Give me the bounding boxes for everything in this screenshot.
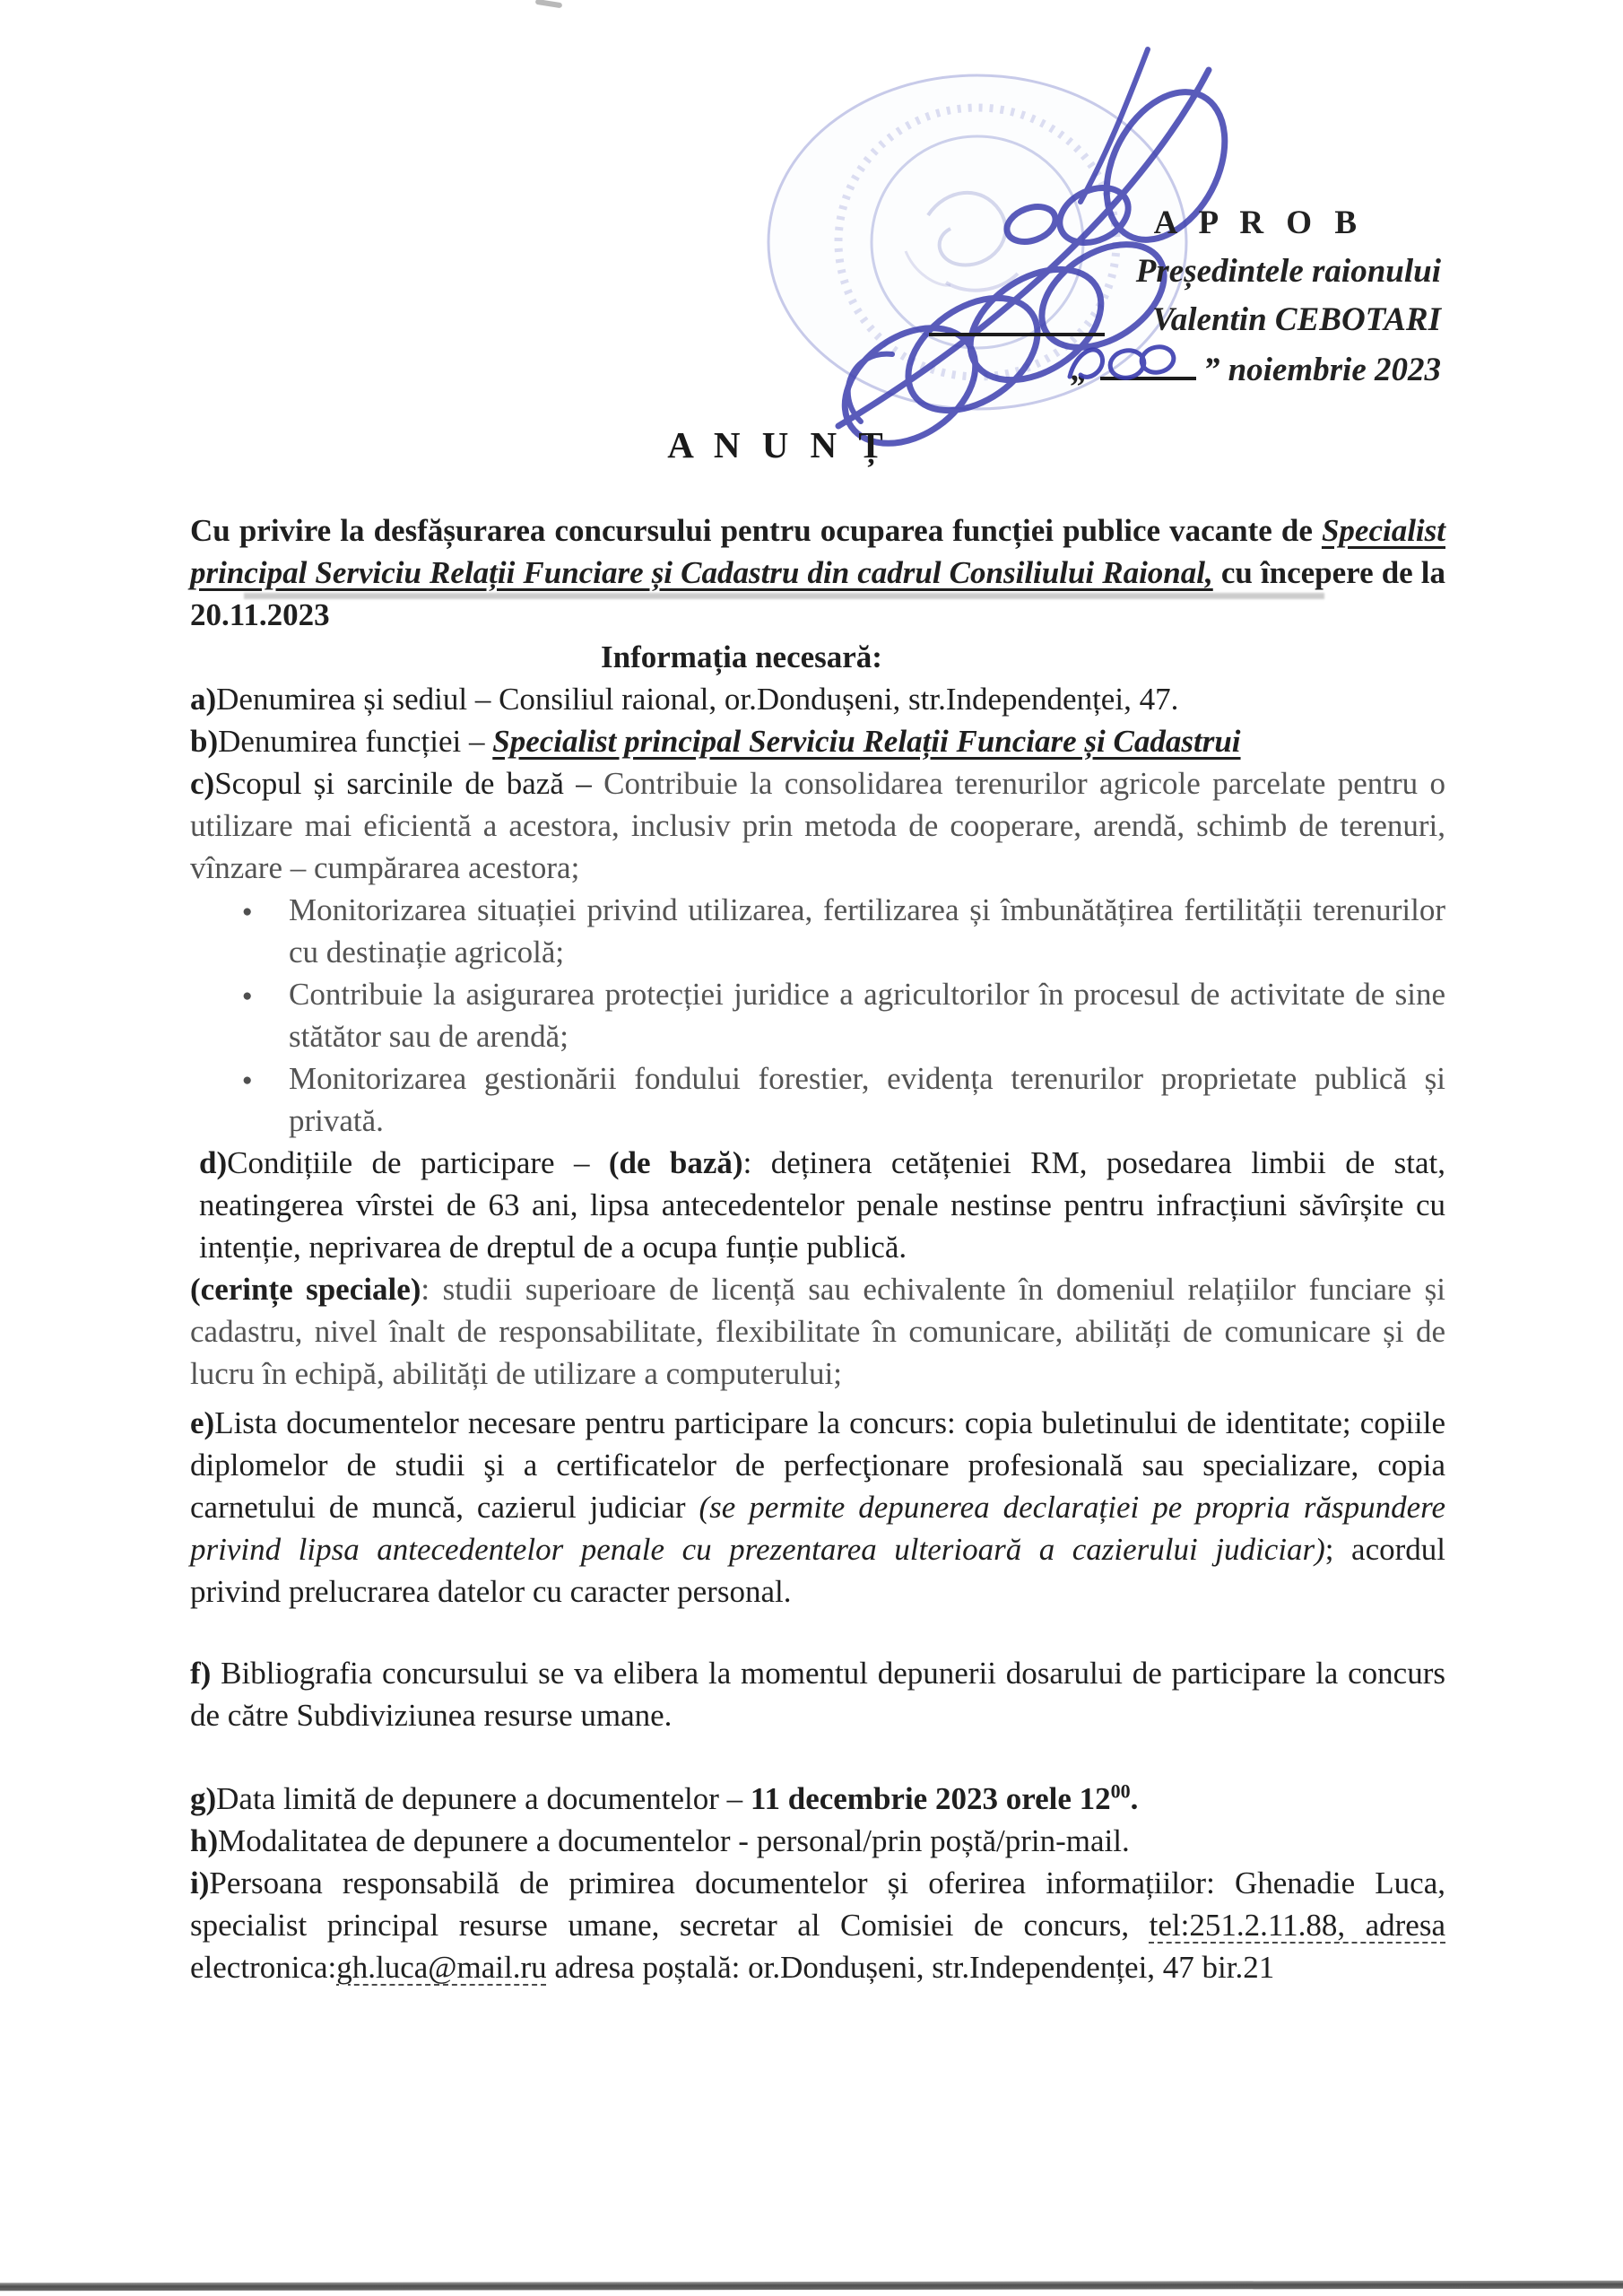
intro-paragraph [190,509,1445,636]
approval-date-line [939,344,1441,395]
item-i-label: i) [190,1866,210,1900]
item-h [190,1820,1445,1862]
item-g-deadline: 11 decembrie 2023 orele 12 [750,1781,1111,1816]
item-g [190,1778,1445,1820]
item-i-text2: electronica: [190,1950,337,1985]
item-b-label: b) [190,724,219,759]
item-d-special-label: (cerințe speciale) [190,1272,421,1307]
date-text: noiembrie 2023 [1219,352,1441,388]
page-title: A N U N Ț [667,424,890,465]
info-heading: Informația necesară: [601,639,882,674]
item-f [190,1652,1445,1736]
item-h-label: h) [190,1823,219,1858]
scan-artifact-bottom-line [0,2281,1623,2292]
item-a-text: Denumirea și sediul – Consiliul raional, or.Dondușeni, str.Independenței, 47. [216,682,1179,717]
item-d-text2: : studii superioare de licență sau echivalente în domeniul relațiilor funciare și cadastru, nivel înalt de responsabilitate, flexibilitate în comunicare, abilități de comunicare și de lucru în echipă, abilități de utilizare a computerului; [190,1272,1445,1391]
item-c-prefix: Scopul și sarcinile de bază – [214,766,604,801]
item-d-label: d) [199,1145,228,1180]
item-d-special [190,1268,1445,1395]
item-c-label: c) [190,766,215,801]
item-b-prefix: Denumirea funcției – [218,724,493,759]
item-e-text2: ; acordul privind prelucrarea datelor cu caracter personal. [190,1532,1445,1609]
email-link-text: gh.luca@mail.ru [336,1950,547,1985]
phone-link-text: tel:251.2.11.88, adresa [1149,1908,1445,1943]
intro-part2: cu începere de la 20.11.2023 [190,555,1445,632]
item-c [190,762,1445,889]
item-i-text1: Persoana responsabilă de primirea documentelor și oferirea informațiilor: Ghenadie Luca, specialist principal resurse umane, secretar al Comisiei de concurs, [190,1866,1445,1943]
tasks-bullet-list [289,889,1445,1142]
approver-name: Valentin CEBOTARI [1152,301,1441,338]
item-g-period: . [1130,1781,1139,1816]
approver-role: Președintele raionului [1135,253,1441,290]
handwritten-day-icon [1063,330,1179,395]
item-e-label: e) [190,1405,215,1440]
item-e [190,1402,1445,1613]
item-e-italic: (se permite depunerea declarației pe propria răspundere privind lipsa antecedentelor penale cu prezentarea ulterioară a cazierului judiciar) [190,1490,1445,1567]
bullet-item: ● Monitorizarea situației privind utilizarea, fertilizarea și îmbunătățirea fertilității terenurilor cu destinație agricolă; [289,889,1445,973]
item-a [190,678,1445,720]
bullet-item: ● Contribuie la asigurarea protecției juridice a agricultorilor în procesul de activitate de sine stătător sau de arendă; [289,973,1445,1057]
scan-artifact-top [535,0,563,8]
item-f-label: f) [190,1656,212,1691]
item-d-prefix: Condițiile de participare – [227,1145,609,1180]
item-d-text1: : deținera cetățeniei RM, posedarea limbii de stat, neatingerea vîrstei de 63 ani, lipsa antecedentelor penale nestinse pentru infracțiuni săvîrșite cu intenție, neprivarea de dreptul de a ocupa funție publică. [199,1145,1446,1265]
item-d [190,1142,1445,1268]
intro-position: Specialist principal Serviciu Relații Funciare și Cadastru din cadrul Consiliului Raional, [190,513,1445,590]
item-b [190,720,1445,762]
date-open-quote: „ [1071,352,1088,388]
approval-block [939,199,1441,395]
item-i-text3: adresa poștală: or.Dondușeni, str.Independenței, 47 bir.21 [546,1950,1275,1985]
item-i [190,1862,1445,1988]
document-body [190,509,1445,1988]
item-b-position: Specialist principal Serviciu Relații Funciare și Cadastrui [492,724,1241,759]
item-g-superscript: 00 [1110,1779,1131,1803]
bullet-item: ● Monitorizarea gestionării fondului forestier, evidența terenurilor proprietate publică și privată. [289,1057,1445,1142]
item-a-label: a) [190,682,217,717]
item-e-text1: Lista documentelor necesare pentru participare la concurs: copia buletinului de identitate; copiile diplomelor de studii şi a certificatelor de perfecţionare profesională sau specializare, copia carnetului de muncă, cazierul judiciar [190,1405,1445,1525]
item-g-text: Data limită de depunere a documentelor – [216,1781,751,1816]
item-d-basic: (de bază) [608,1145,743,1180]
item-f-text: Bibliografia concursului se va elibera la momentul depunerii dosarului de participare la concurs de către Subdiviziunea resurse umane. [190,1656,1445,1733]
item-g-label: g) [190,1781,217,1816]
item-h-text: Modalitatea de depunere a documentelor - personal/prin poștă/prin-mail. [218,1823,1130,1858]
intro-part1: Cu privire la desfășurarea concursului pentru ocuparea funcției publice vacante de [190,513,1322,548]
aprob-heading: A P R O B [1153,204,1364,241]
date-close-quote: ” [1202,352,1220,388]
item-c-text: Contribuie la consolidarea terenurilor agricole parcelate pentru o utilizare mai eficientă a acestora, inclusiv prin metoda de cooperare, arendă, schimb de terenuri, vînzare – cumpărarea acestora; [190,766,1446,885]
